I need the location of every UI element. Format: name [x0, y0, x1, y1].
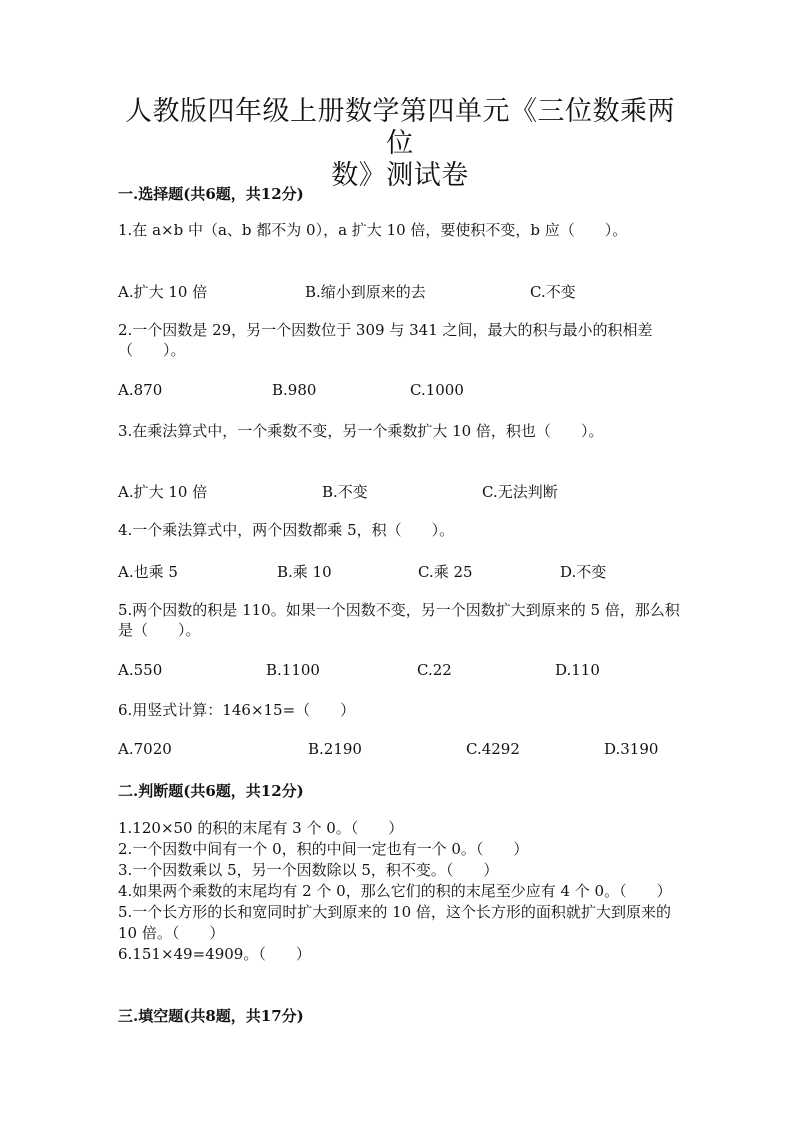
section-heading-choice: 一.选择题(共6题，共12分) — [118, 185, 304, 203]
q5-option-b: B.1100 — [266, 661, 320, 679]
true-false-list — [118, 818, 688, 965]
q3-option-b: B.不变 — [322, 483, 368, 501]
q6-option-a: A.7020 — [118, 740, 172, 758]
q3-option-a: A.扩大 10 倍 — [118, 483, 208, 501]
section-heading-fill-in: 三.填空题(共8题，共17分) — [118, 1007, 304, 1025]
question-1: 1.在 a×b 中（a、b 都不为 0），a 扩大 10 倍，要使积不变，b 应（ ）。 — [118, 221, 628, 239]
question-5: 5.两个因数的积是 110。如果一个因数不变，另一个因数扩大到原来的 5 倍，那么积是（ ）。 — [118, 601, 680, 639]
title-line-2: 数》测试卷 — [331, 160, 469, 191]
q6-option-d: D.3190 — [604, 740, 659, 758]
tf-item-5: 5.一个长方形的长和宽同时扩大到原来的 10 倍，这个长方形的面积就扩大到原来的 10 倍。（ ） — [118, 903, 671, 942]
q2-option-c: C.1000 — [410, 381, 464, 399]
q1-option-a: A.扩大 10 倍 — [118, 283, 208, 301]
tf-item-3: 3.一个因数乘以 5，另一个因数除以 5，积不变。（ ） — [118, 861, 499, 879]
q4-option-c: C.乘 25 — [418, 563, 473, 581]
q2-option-a: A.870 — [118, 381, 163, 399]
q5-option-d: D.110 — [555, 661, 600, 679]
tf-item-1: 1.120×50 的积的末尾有 3 个 0。（ ） — [118, 819, 404, 837]
q2-option-b: B.980 — [272, 381, 317, 399]
q3-option-c: C.无法判断 — [482, 483, 558, 501]
tf-item-4: 4.如果两个乘数的末尾均有 2 个 0，那么它们的积的末尾至少应有 4 个 0。（ ） — [118, 882, 672, 900]
question-2: 2.一个因数是 29，另一个因数位于 309 与 341 之间，最大的积与最小的积相差（ ）。 — [118, 321, 653, 359]
q1-option-c: C.不变 — [530, 283, 576, 301]
title-line-1: 人教版四年级上册数学第四单元《三位数乘两位 — [125, 96, 675, 159]
tf-item-6: 6.151×49=4909。（ ） — [118, 945, 311, 963]
q4-option-d: D.不变 — [560, 563, 607, 581]
tf-item-2: 2.一个因数中间有一个 0，积的中间一定也有一个 0。（ ） — [118, 840, 529, 858]
question-3: 3.在乘法算式中，一个乘数不变，另一个乘数扩大 10 倍，积也（ ）。 — [118, 422, 604, 440]
q4-option-b: B.乘 10 — [277, 563, 332, 581]
question-6: 6.用竖式计算：146×15=（ ） — [118, 701, 356, 719]
q1-option-b: B.缩小到原来的去 — [305, 283, 426, 301]
section-heading-true-false: 二.判断题(共6题，共12分) — [118, 782, 304, 800]
q5-option-c: C.22 — [417, 661, 452, 679]
q5-option-a: A.550 — [118, 661, 163, 679]
page-title — [120, 96, 680, 192]
q4-option-a: A.也乘 5 — [118, 563, 178, 581]
q6-option-b: B.2190 — [308, 740, 362, 758]
question-4: 4.一个乘法算式中，两个因数都乘 5，积（ ）。 — [118, 521, 455, 539]
q6-option-c: C.4292 — [466, 740, 520, 758]
